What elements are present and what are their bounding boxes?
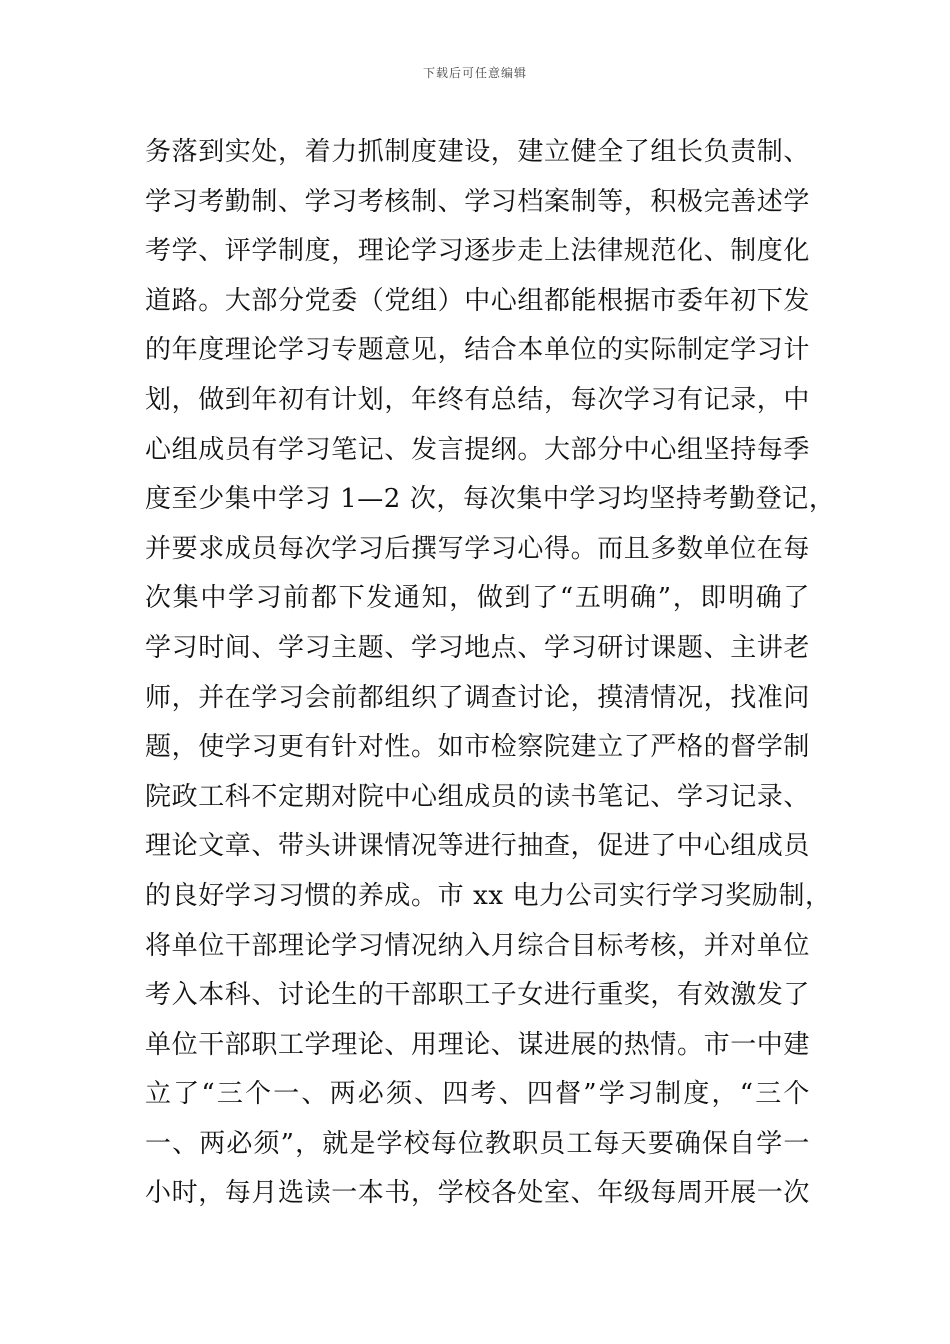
text-line: 考学、评学制度，理论学习逐步走上法律规范化、制度化 — [145, 236, 811, 267]
text-line: 划，做到年初有计划，年终有总结，每次学习有记录，中 — [145, 384, 811, 415]
text-line: 院政工科不定期对院中心组成员的读书笔记、学习记录、 — [145, 781, 811, 812]
document-body — [145, 128, 836, 1219]
text-line: 度至少集中学习 1—2 次，每次集中学习均坚持考勤登记， — [145, 484, 836, 515]
text-line: 师，并在学习会前都组织了调查讨论，摸清情况，找准问 — [145, 682, 811, 713]
page-header: 下载后可任意编辑 — [422, 66, 527, 80]
text-line: 将单位干部理论学习情况纳入月综合目标考核，并对单位 — [145, 930, 811, 961]
text-line: 立了“三个一、两必须、四考、四督”学习制度，“三个 — [145, 1079, 810, 1110]
text-line: 的年度理论学习专题意见，结合本单位的实际制定学习计 — [145, 335, 811, 366]
text-line: 次集中学习前都下发通知，做到了“五明确”，即明确了 — [145, 583, 810, 614]
text-line: 心组成员有学习笔记、发言提纲。大部分中心组坚持每季 — [145, 434, 811, 465]
text-line: 单位干部职工学理论、用理论、谋进展的热情。市一中建 — [145, 1029, 811, 1060]
text-line: 考入本科、讨论生的干部职工子女进行重奖，有效激发了 — [145, 980, 811, 1011]
text-line: 道路。大部分党委（党组）中心组都能根据市委年初下发 — [145, 285, 811, 316]
text-line: 并要求成员每次学习后撰写学习心得。而且多数单位在每 — [145, 533, 811, 564]
text-line: 一、两必须”，就是学校每位教职员工每天要确保自学一 — [145, 1128, 810, 1159]
text-line: 学习时间、学习主题、学习地点、学习研讨课题、主讲老 — [145, 632, 811, 663]
text-line: 理论文章、带头讲课情况等进行抽查，促进了中心组成员 — [145, 831, 811, 862]
text-line: 务落到实处，着力抓制度建设，建立健全了组长负责制、 — [145, 137, 811, 167]
text-line: 题，使学习更有针对性。如市检察院建立了严格的督学制 — [145, 732, 811, 763]
text-line: 的良好学习习惯的养成。市 xx 电力公司实行学习奖励制， — [145, 880, 832, 911]
text-line: 学习考勤制、学习考核制、学习档案制等，积极完善述学 — [145, 186, 811, 217]
text-line: 小时，每月选读一本书，学校各处室、年级每周开展一次 — [145, 1178, 811, 1209]
